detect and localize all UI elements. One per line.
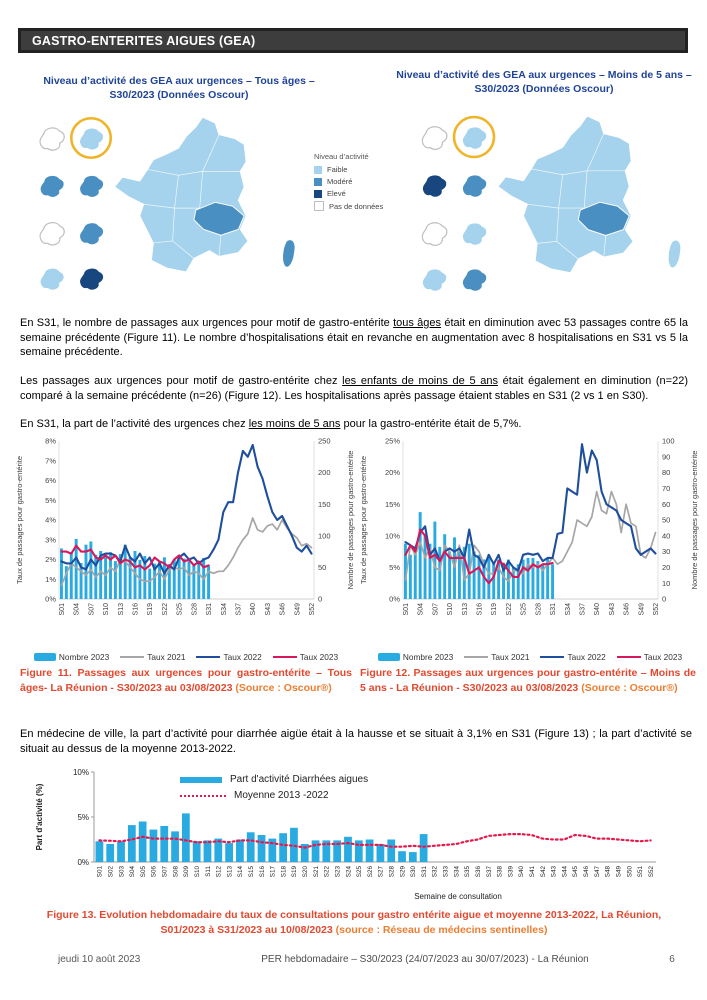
svg-text:S24: S24 <box>345 866 353 878</box>
svg-text:S40: S40 <box>518 866 526 878</box>
paragraph-ville-text <box>20 727 692 757</box>
svg-text:0: 0 <box>318 594 323 604</box>
figure13-source: (source : Réseau de médecins sentinelles) <box>335 923 548 936</box>
svg-text:50: 50 <box>662 515 671 525</box>
svg-text:S14: S14 <box>237 866 245 878</box>
x-axis-labels <box>403 603 660 616</box>
svg-text:150: 150 <box>318 499 331 509</box>
inset-territory-modere <box>462 269 487 292</box>
legend-label: Taux 2021 <box>491 652 530 662</box>
x-axis-labels <box>97 866 655 878</box>
axis-ticks <box>385 437 675 604</box>
svg-text:S23: S23 <box>334 866 342 878</box>
svg-text:S31: S31 <box>550 603 558 616</box>
legend-label: Elevé <box>327 189 346 198</box>
svg-text:S27: S27 <box>377 866 385 878</box>
svg-text:30: 30 <box>662 547 671 557</box>
fig12-plot <box>358 433 702 645</box>
legend-item <box>540 652 605 662</box>
series-line-taux-2022 <box>62 445 312 573</box>
svg-text:0%: 0% <box>389 594 400 604</box>
svg-text:3%: 3% <box>45 535 56 545</box>
legend-label: Pas de données <box>329 201 384 211</box>
map-legend-items <box>314 165 398 211</box>
footer-document-title: PER hebdomadaire – S30/2023 (24/07/2023 au 30/07/2023) - La Réunion <box>261 954 589 965</box>
svg-text:S51: S51 <box>637 866 645 878</box>
text-segment: les enfants de moins de 5 ans <box>342 374 498 387</box>
map-france-moins-5-ans <box>400 112 700 310</box>
x-axis-labels <box>59 603 316 616</box>
inset-territory-modere <box>40 175 64 197</box>
france-map-svg <box>400 112 700 310</box>
map-legend-item-nodata <box>314 201 398 211</box>
svg-text:4%: 4% <box>45 515 56 525</box>
bar-swatch <box>378 653 400 661</box>
svg-text:S07: S07 <box>161 866 169 878</box>
y-axis-ticks <box>73 768 89 867</box>
inset-territory-faible <box>422 269 447 292</box>
legend-swatch <box>314 190 322 198</box>
legend-label: Nombre 2023 <box>58 652 110 662</box>
svg-text:200: 200 <box>318 468 331 478</box>
france-map-svg <box>20 112 312 310</box>
svg-text:S39: S39 <box>507 866 515 878</box>
section-title: GASTRO-ENTERITES AIGUES (GEA) <box>32 33 256 48</box>
svg-text:S01: S01 <box>58 603 66 616</box>
legend-item <box>464 652 529 662</box>
svg-text:S31: S31 <box>420 866 428 878</box>
france-region-faible <box>498 116 633 273</box>
right-axis-title: Nombre de passages pour gastro-entérite <box>346 450 355 590</box>
svg-text:S25: S25 <box>176 603 184 616</box>
svg-text:S16: S16 <box>476 603 484 616</box>
svg-text:S04: S04 <box>129 866 137 878</box>
inset-territory-modere <box>80 223 104 245</box>
dotted-line-swatch <box>180 795 226 797</box>
svg-text:S48: S48 <box>604 866 612 878</box>
map-title-tous-ages: Niveau d’activité des GEA aux urgences – Tous âges – S30/2023 (Données Oscour) <box>43 75 315 102</box>
svg-text:S09: S09 <box>183 866 191 878</box>
svg-text:S40: S40 <box>594 603 602 616</box>
figure13-caption <box>26 908 682 937</box>
svg-text:S20: S20 <box>302 866 310 878</box>
svg-text:S30: S30 <box>410 866 418 878</box>
svg-text:S18: S18 <box>280 866 288 878</box>
svg-text:2%: 2% <box>45 555 56 565</box>
svg-text:S19: S19 <box>291 866 299 878</box>
svg-text:S19: S19 <box>491 603 499 616</box>
svg-text:S25: S25 <box>520 603 528 616</box>
paragraph-urgences-tous-ages <box>20 316 688 360</box>
svg-text:S15: S15 <box>248 866 256 878</box>
svg-text:S16: S16 <box>132 603 140 616</box>
fig11-plot <box>14 433 358 645</box>
footer-date: jeudi 10 août 2023 <box>58 954 141 965</box>
svg-text:S49: S49 <box>638 603 646 616</box>
svg-text:S13: S13 <box>226 866 234 878</box>
legend-swatch <box>314 178 322 186</box>
legend-label: Faible <box>327 165 348 174</box>
svg-text:S25: S25 <box>356 866 364 878</box>
svg-text:S17: S17 <box>269 866 277 878</box>
inset-territory-faible <box>40 268 64 290</box>
svg-text:S21: S21 <box>312 866 320 878</box>
text-segment: En médecine de ville, la part d’activité pour diarrhée aigüe était à la hausse et se situait à 3,1% en S31 (Figure 13) ; la part d’activité se situait au dessus de la moyenne 2013-2022. <box>20 728 692 755</box>
overseas-insets <box>40 128 104 290</box>
svg-text:S13: S13 <box>461 603 469 616</box>
france-region-corse <box>668 240 680 268</box>
svg-text:S22: S22 <box>161 603 169 616</box>
svg-text:100: 100 <box>318 531 331 541</box>
france-region-faible <box>115 117 248 272</box>
legend-swatch <box>314 166 322 174</box>
svg-text:6%: 6% <box>45 476 56 486</box>
legend-label: Modéré <box>327 177 353 186</box>
map-legend-item-eleve <box>314 189 398 198</box>
svg-text:S28: S28 <box>535 603 543 616</box>
left-axis-title: Taux de passages pour gastro-entérite <box>359 456 368 584</box>
svg-text:50: 50 <box>318 563 327 572</box>
svg-text:10%: 10% <box>384 531 400 541</box>
svg-text:S45: S45 <box>572 866 580 878</box>
legend-label: Part d'activité Diarrhées aigues <box>230 774 369 785</box>
svg-text:S36: S36 <box>474 866 482 878</box>
svg-text:S01: S01 <box>96 866 104 878</box>
body-text <box>20 316 688 446</box>
bar-swatch <box>34 653 56 661</box>
france-region-corse <box>283 240 295 267</box>
svg-text:S22: S22 <box>323 866 331 878</box>
figure12-caption <box>360 666 696 695</box>
svg-text:S34: S34 <box>564 603 572 616</box>
svg-text:S46: S46 <box>279 603 287 616</box>
inset-territory-eleve <box>422 175 447 198</box>
x-axis-title: Semaine de consultation <box>414 892 502 901</box>
svg-text:S31: S31 <box>206 603 214 616</box>
svg-text:S07: S07 <box>432 603 440 616</box>
text-segment: Les passages aux urgences pour motif de gastro-entérite chez <box>20 374 343 387</box>
svg-text:60: 60 <box>662 499 671 509</box>
paragraph-part-activite <box>20 417 688 432</box>
footer-page-number: 6 <box>669 954 675 965</box>
svg-text:S10: S10 <box>193 866 201 878</box>
line-swatch <box>196 656 220 659</box>
legend-label: Taux 2023 <box>643 652 683 662</box>
svg-text:S49: S49 <box>294 603 302 616</box>
svg-text:S34: S34 <box>453 866 461 878</box>
svg-text:25%: 25% <box>384 436 400 446</box>
left-axis-title: Taux de passages pour gastro-entérite <box>15 456 24 584</box>
figure11-source: (Source : Oscour®) <box>235 681 332 694</box>
legend-label: Nombre 2023 <box>402 652 454 662</box>
svg-text:S44: S44 <box>561 866 569 878</box>
figure13-legend <box>180 774 368 806</box>
svg-text:1%: 1% <box>45 574 56 584</box>
text-segment: pour la gastro-entérite était de 5,7%. <box>340 418 522 431</box>
svg-text:S32: S32 <box>431 866 439 878</box>
map-legend-item-modere <box>314 177 398 186</box>
inset-territory-faible <box>462 223 487 246</box>
legend-item <box>120 652 185 662</box>
svg-text:S43: S43 <box>550 866 558 878</box>
svg-text:S40: S40 <box>250 603 258 616</box>
legend-label: Taux 2022 <box>223 652 262 662</box>
svg-text:0%: 0% <box>77 857 89 867</box>
svg-text:S52: S52 <box>653 603 661 616</box>
line-swatch <box>540 656 564 659</box>
svg-text:S34: S34 <box>220 603 228 616</box>
paragraph-urgences-moins-5-ans <box>20 374 688 403</box>
svg-text:S26: S26 <box>366 866 374 878</box>
y-axis-title: Part d'activité (%) <box>35 783 44 851</box>
svg-text:S46: S46 <box>623 603 631 616</box>
svg-text:S07: S07 <box>88 603 96 616</box>
legend-label: Moyenne 2013 -2022 <box>234 790 329 801</box>
svg-text:5%: 5% <box>389 563 400 572</box>
legend-item-bars <box>180 774 368 785</box>
svg-text:S42: S42 <box>539 866 547 878</box>
metropolitan-france <box>115 117 295 272</box>
svg-text:S28: S28 <box>191 603 199 616</box>
metropolitan-france <box>498 116 681 273</box>
line-swatch <box>617 656 641 659</box>
text-segment: était en diminution avec 53 passages contre 65 la semaine précédente (Figure 11). Le nombre d’hospitalisations était en revanche en augmentation avec 8 hospitalisations en S31 vs 5 la semaine précédente. <box>20 317 688 359</box>
inset-territory-faible <box>80 128 104 150</box>
svg-text:S13: S13 <box>117 603 125 616</box>
svg-text:10%: 10% <box>72 767 89 777</box>
svg-text:S06: S06 <box>150 866 158 878</box>
fig11-legend <box>14 652 358 662</box>
line-swatch <box>120 656 144 659</box>
legend-item <box>617 652 682 662</box>
text-segment: tous âges <box>393 317 442 329</box>
svg-text:S02: S02 <box>107 866 115 878</box>
svg-text:S16: S16 <box>258 866 266 878</box>
map-legend-title: Niveau d’activité <box>314 152 369 161</box>
map-title-moins-5-ans: Niveau d’activité des GEA aux urgences – Moins de 5 ans – S30/2023 (Données Oscour) <box>396 69 692 96</box>
line-swatch <box>464 656 488 659</box>
inset-territory-faible <box>462 127 487 150</box>
svg-text:40: 40 <box>662 531 671 541</box>
svg-text:S04: S04 <box>73 603 81 616</box>
svg-text:15%: 15% <box>384 499 400 509</box>
svg-text:8%: 8% <box>45 436 56 446</box>
line-swatch <box>273 656 297 659</box>
svg-text:S37: S37 <box>235 603 243 616</box>
right-axis-title: Nombre de passages pour gastro-entérite <box>690 450 699 590</box>
svg-text:0%: 0% <box>45 594 56 604</box>
svg-text:S10: S10 <box>103 603 111 616</box>
inset-territory-nodata <box>40 223 64 245</box>
svg-text:S08: S08 <box>172 866 180 878</box>
svg-text:S05: S05 <box>139 866 147 878</box>
svg-text:S33: S33 <box>442 866 450 878</box>
legend-item <box>273 652 338 662</box>
legend-item <box>196 652 261 662</box>
svg-text:S43: S43 <box>608 603 616 616</box>
svg-text:S04: S04 <box>417 603 425 616</box>
legend-label: Taux 2023 <box>299 652 339 662</box>
inset-territory-nodata <box>422 223 447 246</box>
legend-item-moyenne <box>180 790 368 801</box>
page-footer <box>0 954 707 965</box>
svg-text:250: 250 <box>318 436 331 446</box>
figure13-caption-text: Figure 13. Evolution hebdomadaire du taux de consultations pour gastro entérite aigue et moyenne 2013-2022, La Réunion, S01/2023 à S31/2023 au 10/08/2023 <box>46 909 662 936</box>
svg-text:80: 80 <box>662 468 671 478</box>
svg-text:S35: S35 <box>464 866 472 878</box>
svg-text:S49: S49 <box>615 866 623 878</box>
svg-text:S43: S43 <box>264 603 272 616</box>
svg-text:5%: 5% <box>45 495 56 505</box>
overseas-insets <box>422 127 487 292</box>
text-segment: En S31, la part de l’activité des urgences chez <box>20 418 249 431</box>
section-header <box>18 28 688 53</box>
figure12-chart <box>358 433 702 662</box>
inset-territory-eleve <box>80 268 104 290</box>
svg-text:20%: 20% <box>384 468 400 478</box>
inset-territory-nodata <box>422 127 447 150</box>
paragraph-medecine-ville <box>20 727 692 757</box>
svg-text:S10: S10 <box>447 603 455 616</box>
legend-label: Taux 2021 <box>147 652 186 662</box>
svg-text:S37: S37 <box>579 603 587 616</box>
text-segment: était également en diminution (n=22) comparé à la semaine précédente (n=26) (Figure 12). Les hospitalisations après passage étaient stables en S31 (2 vs 1 en S30). <box>20 374 688 402</box>
svg-text:S52: S52 <box>309 603 317 616</box>
svg-text:S01: S01 <box>402 603 410 616</box>
svg-text:S47: S47 <box>593 866 601 878</box>
svg-text:S11: S11 <box>204 866 212 877</box>
svg-text:0: 0 <box>662 594 667 604</box>
svg-text:S50: S50 <box>626 866 634 878</box>
figure11-chart <box>14 433 358 662</box>
series-line-taux-2021 <box>62 518 312 585</box>
figure11-caption <box>20 666 352 695</box>
svg-text:90: 90 <box>662 452 671 462</box>
text-segment: En S31, le nombre de passages aux urgences pour motif de gastro-entérite <box>20 317 394 329</box>
legend-swatch <box>314 201 324 211</box>
svg-text:S19: S19 <box>147 603 155 616</box>
svg-text:70: 70 <box>662 484 671 493</box>
inset-territory-modere <box>462 175 487 198</box>
bar-swatch <box>180 777 222 783</box>
svg-text:100: 100 <box>662 436 675 446</box>
svg-text:S12: S12 <box>215 866 223 878</box>
svg-text:S22: S22 <box>505 603 513 616</box>
svg-text:20: 20 <box>662 563 671 572</box>
inset-territory-nodata <box>40 128 64 150</box>
svg-text:S38: S38 <box>496 866 504 878</box>
text-segment: les moins de 5 ans <box>248 418 341 431</box>
svg-text:S52: S52 <box>647 866 655 878</box>
legend-item <box>378 652 453 662</box>
figure12-caption-text: Figure 12. Passages aux urgences pour gastro-entérite – Moins de 5 ans - La Réunion - S30/2023 au 03/08/2023 <box>360 667 696 694</box>
figure13-chart <box>28 764 684 904</box>
svg-text:5%: 5% <box>77 812 89 822</box>
map-legend <box>314 152 398 214</box>
svg-text:S29: S29 <box>399 866 407 878</box>
fig12-legend <box>358 652 702 662</box>
legend-label: Taux 2022 <box>567 652 606 662</box>
figure11-caption-text: Figure 11. Passages aux urgences pour gastro-entérite – Tous âges- La Réunion - S30/2023 au 03/08/2023 <box>20 667 352 694</box>
svg-text:S41: S41 <box>529 866 537 878</box>
bars-part-activite <box>96 813 428 862</box>
map-france-tous-ages <box>20 112 312 310</box>
svg-text:S28: S28 <box>388 866 396 878</box>
svg-text:S03: S03 <box>118 866 126 878</box>
svg-text:7%: 7% <box>45 456 56 466</box>
map-legend-item-faible <box>314 165 398 174</box>
svg-text:S46: S46 <box>583 866 591 878</box>
svg-text:S37: S37 <box>485 866 493 878</box>
svg-text:10: 10 <box>662 578 671 588</box>
legend-item <box>34 652 109 662</box>
figure12-source: (Source : Oscour®) <box>581 681 678 694</box>
inset-territory-modere <box>80 175 104 197</box>
